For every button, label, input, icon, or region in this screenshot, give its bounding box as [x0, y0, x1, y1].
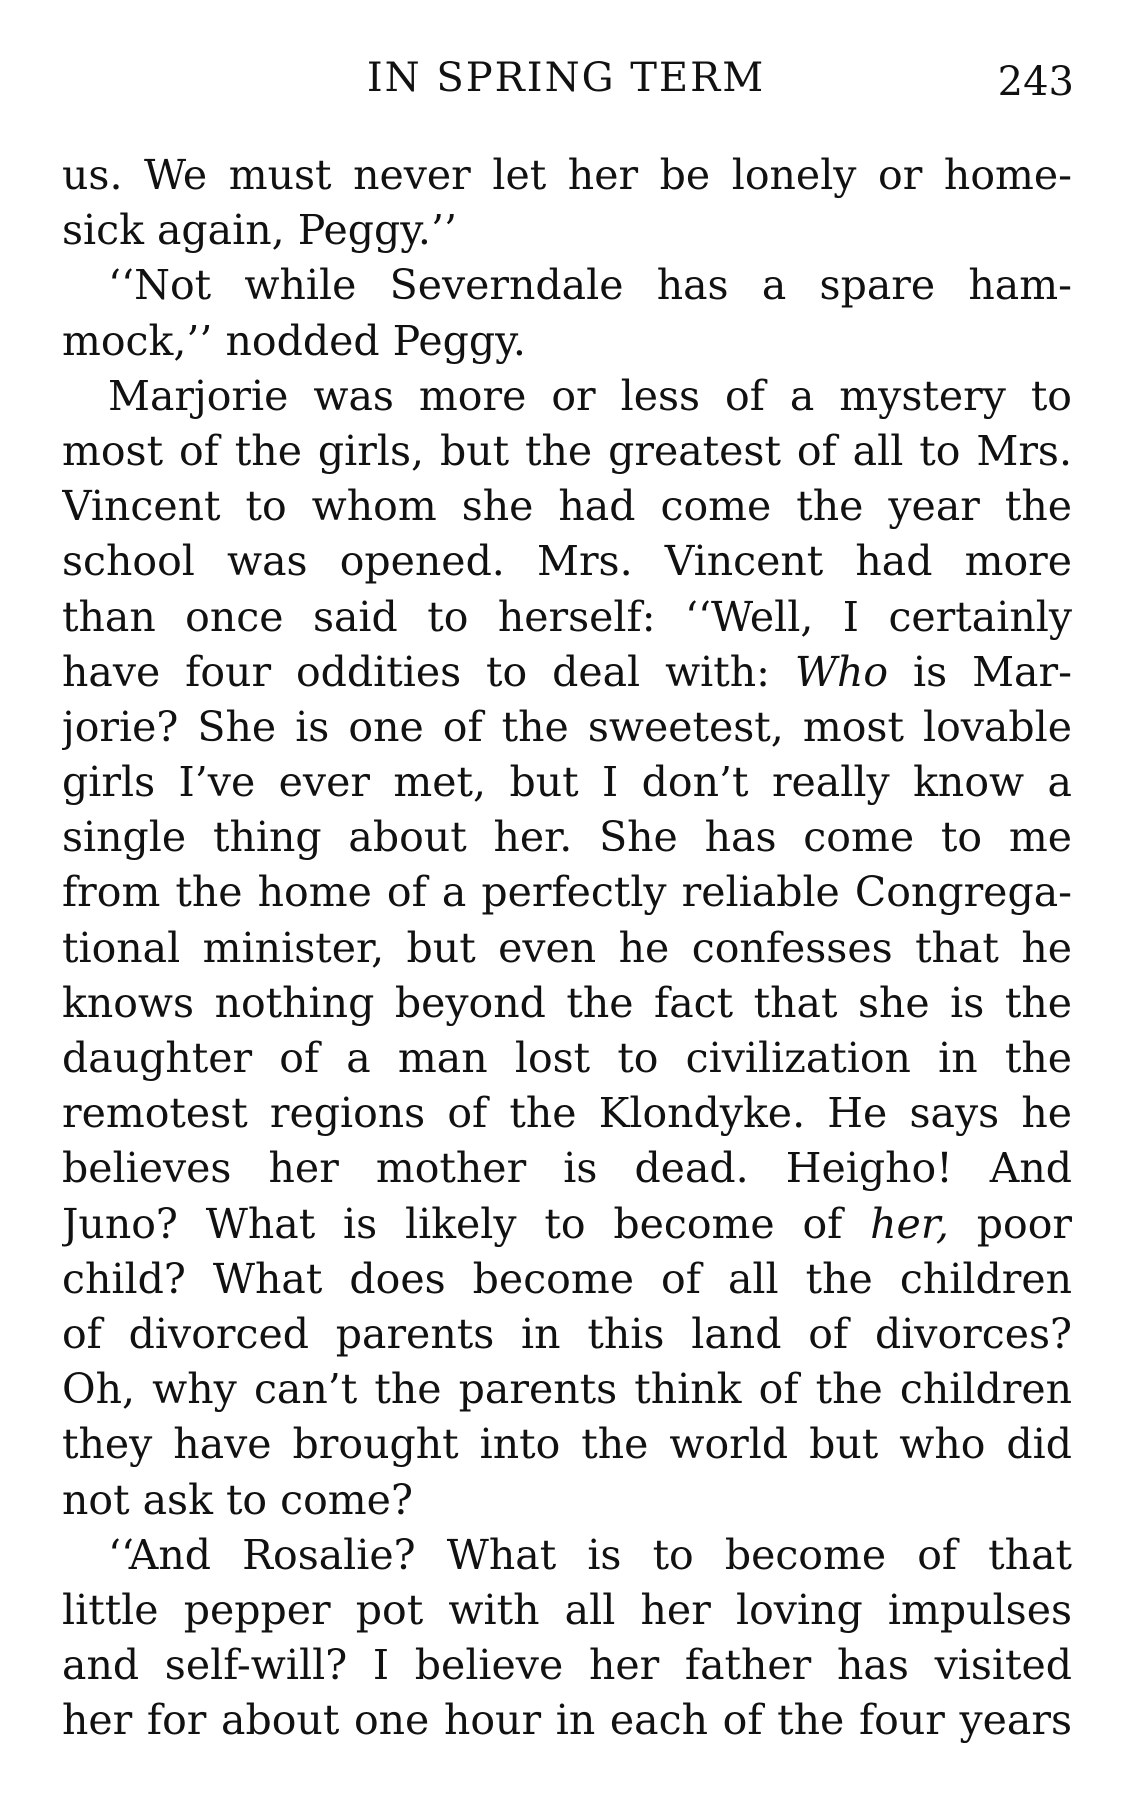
text-line: Marjorie was more or less of a mystery to: [108, 371, 1072, 420]
text-line: from the home of a perfectly reliable Congrega-: [62, 868, 1072, 917]
text-line: ‘‘And Rosalie? What is to become of that: [108, 1530, 1072, 1579]
text-fragment: is Mar-: [913, 647, 1072, 696]
text-line: single thing about her. She has come to me: [62, 813, 1072, 862]
text-line: Oh, why can’t the parents think of the children: [62, 1365, 1072, 1414]
text-line: most of the girls, but the greatest of all to Mrs.: [62, 426, 1072, 475]
text-line: than once said to herself: ‘‘Well, I certainly: [62, 592, 1072, 641]
text-line: tional minister, but even he confesses that he: [62, 923, 1072, 972]
text-line: us. We must never let her be lonely or home-: [62, 151, 1072, 199]
text-line: of divorced parents in this land of divorces?: [62, 1309, 1072, 1358]
text-line: school was opened. Mrs. Vincent had more: [62, 537, 1072, 586]
text-line: remotest regions of the Klondyke. He says he: [62, 1089, 1072, 1138]
text-line: child? What does become of all the children: [62, 1254, 1072, 1303]
text-line: jorie? She is one of the sweetest, most lovable: [62, 702, 1072, 751]
text-line: her for about one hour in each of the four years: [62, 1696, 1072, 1745]
text-line: sick again, Peggy.’’: [62, 206, 458, 255]
running-title: IN SPRING TERM: [366, 55, 766, 101]
page-number: 243: [997, 59, 1074, 105]
text-line: girls I’ve ever met, but I don’t really know a: [62, 758, 1072, 807]
text-line: daughter of a man lost to civilization in the: [62, 1034, 1072, 1082]
text-line: believes her mother is dead. Heigho! And: [62, 1144, 1072, 1193]
text-line: not ask to come?: [62, 1475, 413, 1524]
text-line: they have brought into the world but who did: [62, 1420, 1072, 1469]
text-line: ‘‘Not while Severndale has a spare ham-: [108, 261, 1072, 310]
italic-text-fragment: Who: [794, 647, 889, 696]
body-text: [62, 148, 1072, 1748]
text-line: Vincent to whom she had come the year the: [62, 482, 1072, 531]
italic-text-fragment: her,: [870, 1199, 949, 1248]
text-line: and self-will? I believe her father has visited: [62, 1641, 1072, 1690]
text-line: knows nothing beyond the fact that she is the: [62, 978, 1072, 1027]
text-line: mock,’’ nodded Peggy.: [62, 316, 526, 365]
text-line: [62, 645, 1072, 700]
text-fragment: have four oddities to deal with:: [62, 647, 770, 696]
text-line: little pepper pot with all her loving impulses: [62, 1585, 1072, 1634]
text-fragment: Juno? What is likely to become of: [62, 1199, 843, 1248]
running-head: [60, 48, 1072, 108]
text-fragment: poor: [976, 1199, 1072, 1248]
text-line: [62, 1197, 1072, 1252]
